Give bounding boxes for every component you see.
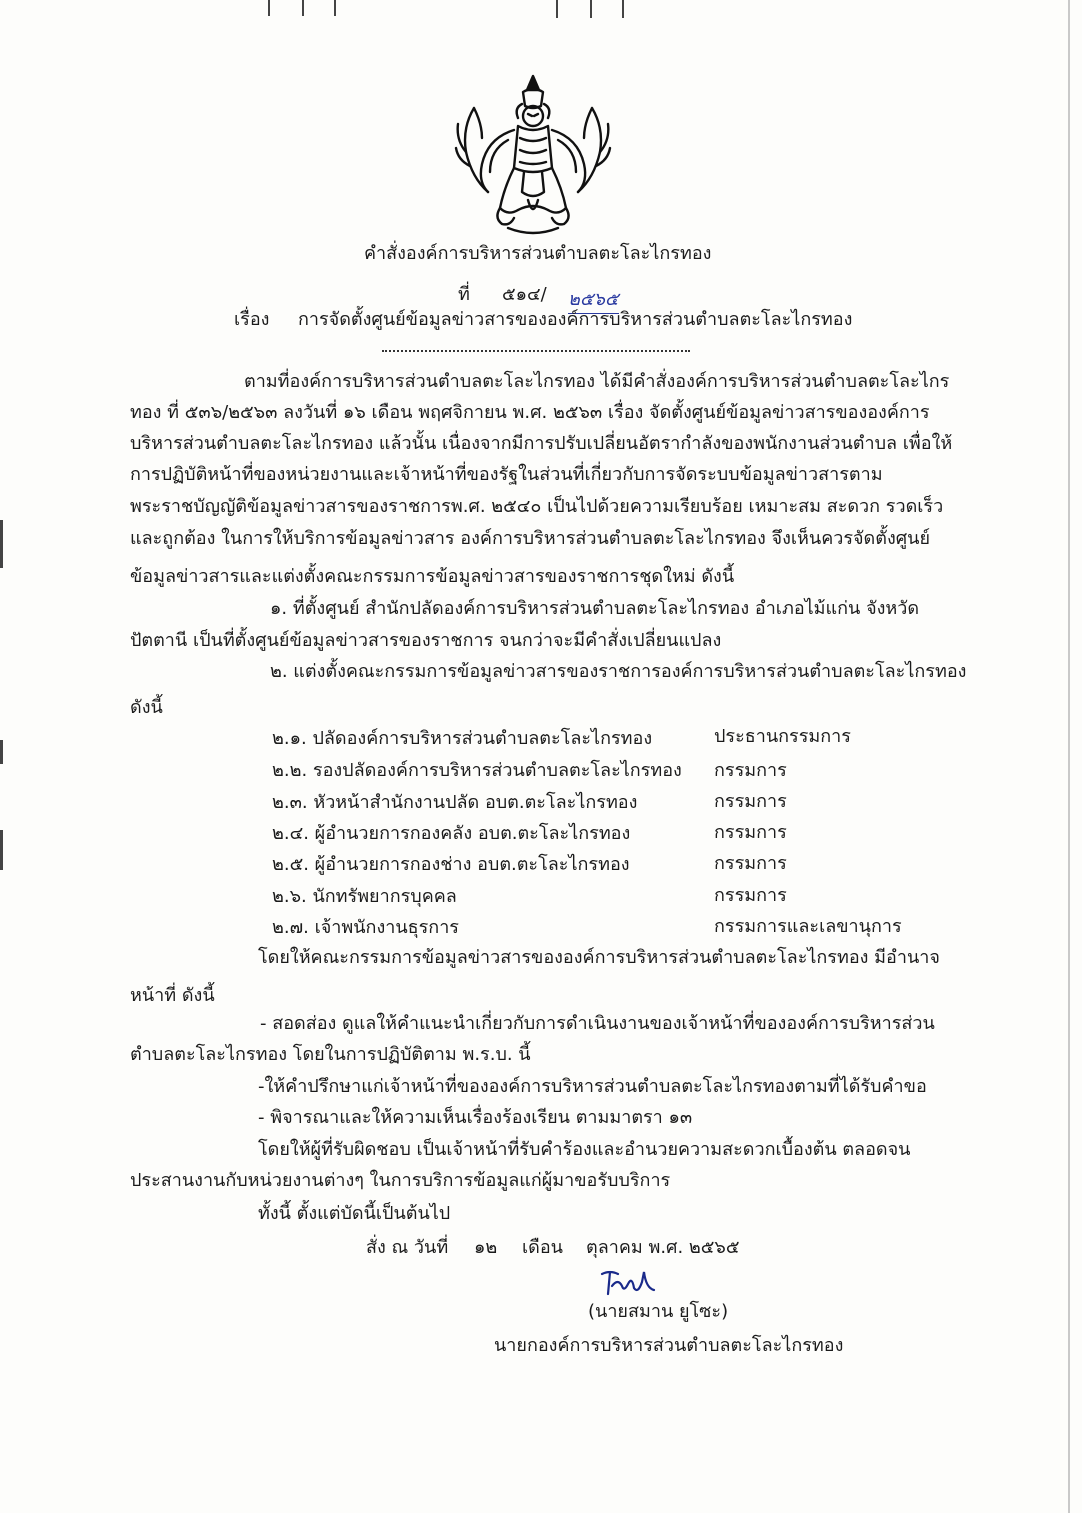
committee-member-name: ๒.๒. รองปลัดองค์การบริหารส่วนตำบลตะโละไกรทอง <box>272 760 682 781</box>
committee-member-name: ๒.๑. ปลัดองค์การบริหารส่วนตำบลตะโละไกรทอง <box>272 728 653 749</box>
date-day: ๑๒ <box>474 1237 498 1258</box>
garuda-emblem-icon <box>448 68 618 238</box>
scan-mark <box>268 0 270 16</box>
committee-member-role: กรรมการ <box>714 760 787 781</box>
intro-line: บริหารส่วนตำบลตะโละไกรทอง แล้วนั้น เนื่องจากมีการปรับเปลี่ยนอัตรากำลังของพนักงานส่วนตำบล เพื่อให้ <box>130 433 953 454</box>
effective-statement: ทั้งนี้ ตั้งแต่บัดนี้เป็นต้นไป <box>258 1203 451 1224</box>
duty-item-line: ตำบลตะโละไกรทอง โดยในการปฏิบัติตาม พ.ร.บ. นี้ <box>130 1044 531 1065</box>
committee-member-role: กรรมการและเลขานุการ <box>714 916 902 937</box>
committee-member-name: ๒.๗. เจ้าพนักงานธุรการ <box>272 917 459 938</box>
duty-item-line: - พิจารณาและให้ความเห็นเรื่องร้องเรียน ตามมาตรา ๑๓ <box>258 1107 693 1128</box>
subject-label: เรื่อง <box>234 309 270 330</box>
item-2-line: ๒. แต่งตั้งคณะกรรมการข้อมูลข่าวสารของราชการองค์การบริหารส่วนตำบลตะโละไกรทอง <box>270 661 967 682</box>
intro-line: การปฏิบัติหน้าที่ของหน่วยงานและเจ้าหน้าที่ของรัฐในส่วนที่เกี่ยวกับการจัดระบบข้อมูลข่าวสารตาม <box>130 464 883 485</box>
committee-member-role: กรรมการ <box>714 885 787 906</box>
responsibility-line: ประสานงานกับหน่วยงานต่างๆ ในการบริการข้อมูลแก่ผู้มาขอรับบริการ <box>130 1170 671 1191</box>
divider <box>382 350 690 352</box>
item-2-line: ดังนี้ <box>130 697 163 718</box>
signature-icon <box>598 1268 658 1298</box>
responsibility-line: โดยให้ผู้ที่รับผิดชอบ เป็นเจ้าหน้าที่รับคำร้องและอำนวยความสะดวกเบื้องต้น ตลอดจน <box>258 1139 911 1160</box>
committee-member-name: ๒.๖. นักทรัพยากรบุคคล <box>272 886 457 907</box>
committee-member-name: ๒.๔. ผู้อำนวยการกองคลัง อบต.ตะโละไกรทอง <box>272 823 631 844</box>
document-number: ๕๑๔/ <box>502 284 547 305</box>
document-title: คำสั่งองค์การบริหารส่วนตำบลตะโละไกรทอง <box>364 243 712 264</box>
duty-intro-line: โดยให้คณะกรรมการข้อมูลข่าวสารขององค์การบริหารส่วนตำบลตะโละไกรทอง มีอำนาจ <box>258 947 940 968</box>
document-number-handwritten: ๒๕๖๕ <box>568 284 619 314</box>
scan-mark <box>0 520 3 568</box>
date-label: สั่ง ณ วันที่ <box>366 1237 449 1258</box>
scan-mark <box>0 740 3 764</box>
intro-line: ข้อมูลข่าวสารและแต่งตั้งคณะกรรมการข้อมูลข่าวสารของราชการชุดใหม่ ดังนี้ <box>130 566 735 587</box>
duty-item-line: - สอดส่อง ดูแลให้คำแนะนำเกี่ยวกับการดำเนินงานของเจ้าหน้าที่ขององค์การบริหารส่วน <box>260 1013 935 1034</box>
scan-mark <box>1068 0 1070 1513</box>
intro-line: ตามที่องค์การบริหารส่วนตำบลตะโละไกรทอง ได้มีคำสั่งองค์การบริหารส่วนตำบลตะโละไกร <box>244 371 950 392</box>
scan-mark <box>0 830 3 870</box>
signer-name: (นายสมาน ยูโซะ) <box>588 1301 729 1322</box>
date-month-label: เดือน <box>522 1237 563 1258</box>
committee-member-role: กรรมการ <box>714 791 787 812</box>
scan-mark <box>556 0 558 18</box>
item-1-line: ๑. ที่ตั้งศูนย์ สำนักปลัดองค์การบริหารส่วนตำบลตะโละไกรทอง อำเภอไม้แก่น จังหวัด <box>270 598 920 619</box>
committee-member-role: กรรมการ <box>714 853 787 874</box>
intro-line: ทอง ที่ ๕๓๖/๒๕๖๓ ลงวันที่ ๑๖ เดือน พฤศจิกายน พ.ศ. ๒๕๖๓ เรื่อง จัดตั้งศูนย์ข้อมูลข่าวสารขององค์การ <box>130 402 930 423</box>
duty-intro-line: หน้าที่ ดังนี้ <box>130 985 215 1006</box>
scan-mark <box>622 0 624 18</box>
committee-member-role: กรรมการ <box>714 822 787 843</box>
intro-line: พระราชบัญญัติข้อมูลข่าวสารของราชการพ.ศ. ๒๕๔๐ เป็นไปด้วยความเรียบร้อย เหมาะสม สะดวก รวดเร็ว <box>130 496 944 517</box>
committee-member-name: ๒.๓. หัวหน้าสำนักงานปลัด อบต.ตะโละไกรทอง <box>272 792 638 813</box>
date-month-year: ตุลาคม พ.ศ. ๒๕๖๕ <box>586 1237 740 1258</box>
subject-text: การจัดตั้งศูนย์ข้อมูลข่าวสารขององค์การบริหารส่วนตำบลตะโละไกรทอง <box>298 309 853 330</box>
intro-line: และถูกต้อง ในการให้บริการข้อมูลข่าวสาร องค์การบริหารส่วนตำบลตะโละไกรทอง จึงเห็นควรจัดตั้งศูนย์ <box>130 528 931 549</box>
scan-mark <box>334 0 336 16</box>
item-1-line: ปัตตานี เป็นที่ตั้งศูนย์ข้อมูลข่าวสารของราชการ จนกว่าจะมีคำสั่งเปลี่ยนแปลง <box>130 630 722 651</box>
scan-mark <box>302 0 304 16</box>
duty-item-line: -ให้คำปรึกษาแก่เจ้าหน้าที่ขององค์การบริหารส่วนตำบลตะโละไกรทองตามที่ได้รับคำขอ <box>258 1076 927 1097</box>
committee-member-role: ประธานกรรมการ <box>714 726 851 747</box>
scan-mark <box>590 0 592 18</box>
document-number-label: ที่ <box>458 284 470 305</box>
signer-title: นายกองค์การบริหารส่วนตำบลตะโละไกรทอง <box>494 1335 844 1356</box>
committee-member-name: ๒.๕. ผู้อำนวยการกองช่าง อบต.ตะโละไกรทอง <box>272 854 630 875</box>
